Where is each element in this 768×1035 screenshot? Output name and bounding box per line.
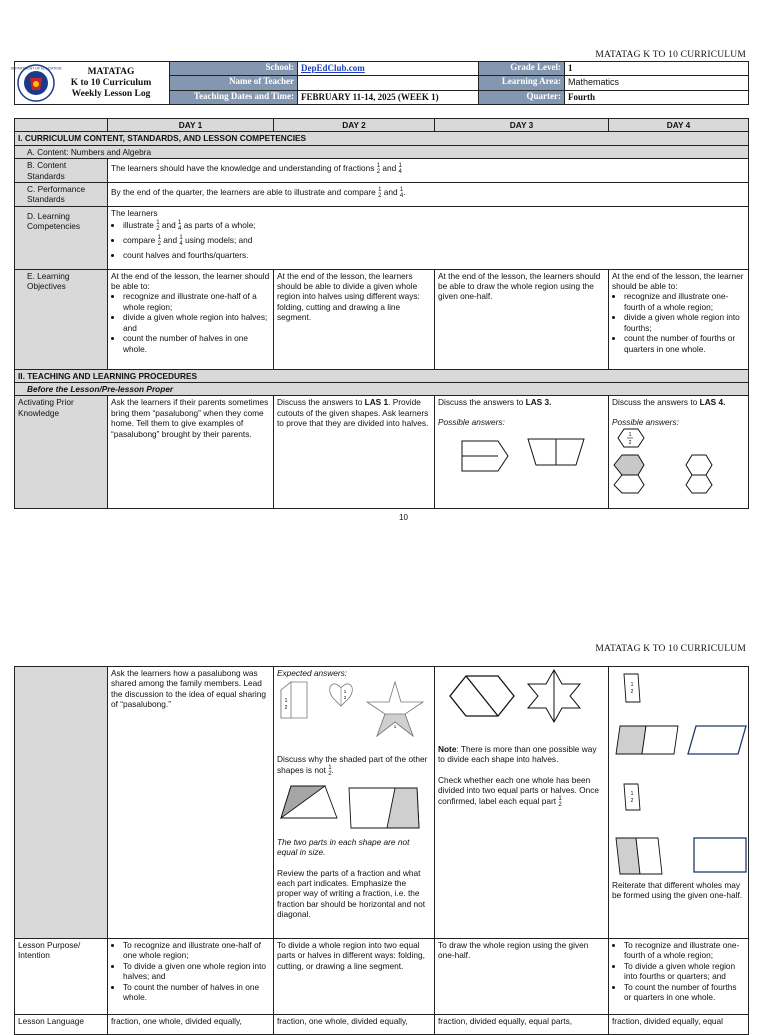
objectives-day1: At the end of the lesson, the learner should be able to: • recognize and illustrate one-half of a whole region; • divide a given whole region into halves; and • count the number of halves in one whole. [108, 269, 274, 369]
apk-day1: Ask the learners if their parents sometimes bring them “pasalubong” when they come home. Tell them to give examples of “pasalubong” brought by their parents. [108, 396, 274, 509]
section-1-title: I. CURRICULUM CONTENT, STANDARDS, AND LESSON COMPETENCIES [15, 132, 749, 145]
svg-text:1: 1 [343, 689, 347, 695]
halves-shapes [438, 668, 606, 726]
day2-header: DAY 2 [274, 119, 435, 132]
language-day1: fraction, one whole, divided equally, [108, 1015, 274, 1035]
teacher-label: Name of Teacher [170, 76, 298, 90]
apk2-day4: 1 2 1 2 Reiterate that different wholes may be formed using the given one-half. [609, 667, 749, 939]
purpose-day1: • To recognize and illustrate one-half of one whole region; • To divide a given one whole region into halves; and • To count the number of halves in one whole. [108, 939, 274, 1015]
purpose-day2: To divide a whole region into two equal parts or halves in different ways: folding, cutting, or drawing a line segment. [274, 939, 435, 1015]
content-standards-label: B. Content Standards [15, 159, 108, 183]
area-value: Mathematics [565, 76, 749, 90]
title-line-2: K to 10 Curriculum [70, 77, 152, 88]
day4-shapes-illustration [612, 427, 746, 507]
svg-text:2: 2 [343, 695, 347, 701]
svg-text:1: 1 [284, 698, 288, 705]
objectives-label: E. Learning Objectives [15, 269, 108, 369]
apk-label: Activating Prior Knowledge [15, 396, 108, 509]
dates-label: Teaching Dates and Time: [170, 90, 298, 104]
purpose-day4: • To recognize and illustrate one-fourth of a whole region; • To divide a given whole region into fourths or quarters; and • To count the number of fourths or quarters in one whole. [609, 939, 749, 1015]
language-label: Lesson Language [15, 1015, 108, 1035]
content-standards-text: The learners should have the knowledge and understanding of fractions 1 2 and 1 4 [108, 159, 749, 183]
apk-day3: Discuss the answers to LAS 3. Possible answers: [435, 396, 609, 509]
section-2-title: II. TEACHING AND LEARNING PROCEDURES [15, 369, 749, 382]
school-link[interactable]: DepEdClub.com [301, 63, 365, 73]
grade-value: 1 [565, 62, 749, 76]
language-day3: fraction, divided equally, equal parts, [435, 1015, 609, 1035]
purpose-day3: To draw the whole region using the given one-half. [435, 939, 609, 1015]
title-line-1: MATATAG [87, 66, 135, 77]
dates-value: FEBRUARY 11-14, 2025 (WEEK 1) [298, 90, 479, 104]
svg-text:2: 2 [284, 705, 288, 712]
school-label: School: [170, 62, 298, 76]
competencies-text: The learners • illustrate 1 2 and 1 4 as parts of a whole; • compare 1 2 and 1 4 using models; and • count halves and fourths/quarters. [108, 206, 749, 269]
day4-header: DAY 4 [609, 119, 749, 132]
svg-text:2: 2 [630, 689, 634, 695]
header-table [10, 61, 749, 105]
title-block [10, 62, 170, 105]
svg-text:1: 1 [628, 432, 632, 439]
objectives-day3: At the end of the lesson, the learners should be able to draw the whole region using the given one-half. [435, 269, 609, 369]
apk-day4: Discuss the answers to LAS 4. Possible answers: 1 2 [609, 396, 749, 509]
svg-text:1: 1 [393, 724, 397, 730]
title-line-3: Weekly Lesson Log [71, 88, 151, 99]
page-number: 10 [399, 513, 408, 522]
apk-label-cont [15, 667, 108, 939]
svg-text:2: 2 [628, 440, 632, 447]
quarter-label: Quarter: [479, 90, 565, 104]
curriculum-label-2: MATATAG K TO 10 CURRICULUM [595, 644, 746, 654]
unequal-parts-shapes [277, 782, 431, 834]
day3-header: DAY 3 [435, 119, 609, 132]
svg-text:2: 2 [630, 798, 634, 804]
svg-text:1: 1 [630, 791, 634, 797]
competencies-label: D. Learning Competencies [15, 206, 108, 269]
area-label: Learning Area: [479, 76, 565, 90]
teacher-value [298, 76, 479, 90]
day1-header: DAY 1 [108, 119, 274, 132]
quarter-value: Fourth [565, 90, 749, 104]
quarters-shapes [612, 668, 746, 878]
performance-standards-text: By the end of the quarter, the learners are able to illustrate and compare 1 2 and 1 4. [108, 183, 749, 207]
content-row: A. Content: Numbers and Algebra [15, 145, 749, 158]
language-day2: fraction, one whole, divided equally, [274, 1015, 435, 1035]
expected-answers-shapes [277, 678, 431, 744]
deped-seal-icon [10, 64, 62, 102]
day3-shapes-illustration [438, 435, 598, 480]
performance-standards-label: C. Performance Standards [15, 183, 108, 207]
curriculum-label: MATATAG K TO 10 CURRICULUM [595, 50, 746, 60]
lesson-table-page2 [14, 666, 749, 1035]
svg-text:1: 1 [630, 682, 634, 688]
apk-day2: Discuss the answers to LAS 1. Provide cutouts of the given shapes. Ask learners to prove that they are divided into halves. [274, 396, 435, 509]
grade-label: Grade Level: [479, 62, 565, 76]
objectives-day2: At the end of the lesson, the learners should be able to divide a given whole region into halves using different ways: folding, cutting and drawing a line segment. [274, 269, 435, 369]
purpose-label: Lesson Purpose/ Intention [15, 939, 108, 1015]
apk2-day1: Ask the learners how a pasalubong was shared among the family members. Lead the discussion to the idea of equal sharing of “pasalubong.” [108, 667, 274, 939]
objectives-day4: At the end of the lesson, the learner should be able to: • recognize and illustrate one-fourth of a whole region; • divide a given whole region into fourths; • count the number of fourths or quarters in one whole. [609, 269, 749, 369]
language-day4: fraction, divided equally, equal [609, 1015, 749, 1035]
apk2-day3: Note: There is more than one possible way to divide each shape into halves. Check whether each one whole has been divided into two equal parts or halves. Once confirmed, label each equal part 1 2 [435, 667, 609, 939]
lesson-table-page1 [14, 118, 749, 509]
apk2-day2: Expected answers: 1 2 1 2 1 Discuss why the shaded part of the other shapes is not 1 2. The two parts in each shape are not equal in size. Review the parts of a fraction and what each part indicates. Emphasize the proper way of writing a fraction, i.e. the fraction bar should be horizontal and not diagonal. [274, 667, 435, 939]
page-2 [0, 530, 768, 1024]
before-lesson-bar: Before the Lesson/Pre-lesson Proper [15, 383, 749, 396]
svg-text:DEPARTMENT OF EDUCATION: DEPARTMENT OF EDUCATION [10, 66, 62, 71]
